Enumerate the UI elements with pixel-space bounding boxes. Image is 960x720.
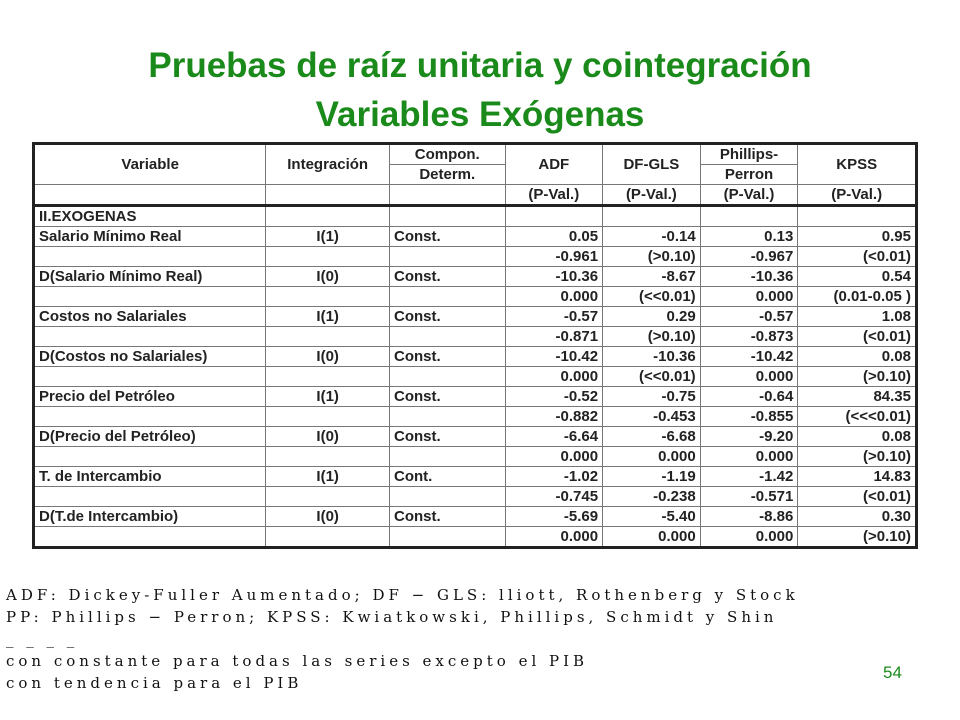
pval-header-row: [34, 185, 917, 206]
dfgls-stat-cell: -0.75: [603, 387, 701, 407]
header-row: [34, 144, 917, 165]
adf-pval-cell: -0.961: [505, 247, 603, 267]
kpss-pval-cell: (<<<0.01): [798, 407, 917, 427]
adf-stat-cell: -0.57: [505, 307, 603, 327]
table-body: [34, 144, 917, 548]
footnote-pp: PP: Phillips − Perron; KPSS: Kwiatkowski, Phillips, Schmidt y Shin: [6, 608, 778, 626]
section-empty-cell: [266, 206, 390, 227]
variable-cell: Costos no Salariales: [34, 307, 266, 327]
dfgls-pval-cell: (<<0.01): [603, 287, 701, 307]
component-cell: Const.: [389, 387, 505, 407]
footnote-constante: con constante para todas las series excepto el PIB: [6, 652, 589, 670]
kpss-stat-cell: 0.08: [798, 347, 917, 367]
header-compon: Compon.: [389, 144, 505, 165]
empty-cell: [266, 487, 390, 507]
empty-cell: [34, 487, 266, 507]
kpss-pval-cell: (0.01-0.05 ): [798, 287, 917, 307]
footnote-divider: _ _ _ _: [6, 630, 79, 648]
page-number: 54: [883, 663, 902, 682]
variable-cell: T. de Intercambio: [34, 467, 266, 487]
section-row: [34, 206, 917, 227]
kpss-pval-cell: (>0.10): [798, 447, 917, 467]
pp-pval-cell: 0.000: [700, 287, 798, 307]
table-row-pvalues: [34, 527, 917, 548]
pp-stat-cell: -8.86: [700, 507, 798, 527]
adf-pval-cell: 0.000: [505, 367, 603, 387]
section-empty-cell: [798, 206, 917, 227]
adf-stat-cell: -10.42: [505, 347, 603, 367]
table-row: [34, 227, 917, 247]
pval-empty-cell: [266, 185, 390, 206]
table-row-pvalues: [34, 367, 917, 387]
kpss-stat-cell: 0.95: [798, 227, 917, 247]
component-cell: Cont.: [389, 467, 505, 487]
section-empty-cell: [700, 206, 798, 227]
adf-stat-cell: -5.69: [505, 507, 603, 527]
pval-empty-cell: [34, 185, 266, 206]
table-row-pvalues: [34, 487, 917, 507]
empty-cell: [266, 367, 390, 387]
section-empty-cell: [505, 206, 603, 227]
table-row-pvalues: [34, 287, 917, 307]
unit-root-table-container: [32, 142, 920, 572]
empty-cell: [34, 247, 266, 267]
table-row-pvalues: [34, 447, 917, 467]
empty-cell: [266, 287, 390, 307]
section-empty-cell: [603, 206, 701, 227]
pval-header-pp: (P-Val.): [700, 185, 798, 206]
table-row: [34, 467, 917, 487]
pp-stat-cell: -10.42: [700, 347, 798, 367]
variable-cell: D(Salario Mínimo Real): [34, 267, 266, 287]
empty-cell: [389, 447, 505, 467]
kpss-stat-cell: 0.08: [798, 427, 917, 447]
pp-stat-cell: -0.64: [700, 387, 798, 407]
variable-cell: D(T.de Intercambio): [34, 507, 266, 527]
table-row: [34, 387, 917, 407]
pval-header-kpss: (P-Val.): [798, 185, 917, 206]
integration-cell: I(1): [266, 467, 390, 487]
integration-cell: I(0): [266, 427, 390, 447]
adf-stat-cell: -6.64: [505, 427, 603, 447]
table-row-pvalues: [34, 247, 917, 267]
adf-pval-cell: 0.000: [505, 287, 603, 307]
variable-cell: Salario Mínimo Real: [34, 227, 266, 247]
pval-empty-cell: [389, 185, 505, 206]
header-phillips: Phillips-: [700, 144, 798, 165]
pp-pval-cell: 0.000: [700, 367, 798, 387]
table-row: [34, 507, 917, 527]
empty-cell: [34, 447, 266, 467]
integration-cell: I(1): [266, 387, 390, 407]
dfgls-stat-cell: -0.14: [603, 227, 701, 247]
adf-stat-cell: -10.36: [505, 267, 603, 287]
adf-stat-cell: -0.52: [505, 387, 603, 407]
empty-cell: [389, 487, 505, 507]
table-row-pvalues: [34, 407, 917, 427]
empty-cell: [389, 287, 505, 307]
dfgls-pval-cell: 0.000: [603, 447, 701, 467]
integration-cell: I(0): [266, 507, 390, 527]
table-row: [34, 307, 917, 327]
dfgls-stat-cell: -1.19: [603, 467, 701, 487]
header-dfgls: DF-GLS: [603, 144, 701, 185]
section-empty-cell: [389, 206, 505, 227]
table-row: [34, 347, 917, 367]
adf-pval-cell: 0.000: [505, 527, 603, 548]
adf-pval-cell: -0.745: [505, 487, 603, 507]
kpss-stat-cell: 0.54: [798, 267, 917, 287]
pp-pval-cell: -0.571: [700, 487, 798, 507]
adf-stat-cell: -1.02: [505, 467, 603, 487]
empty-cell: [266, 407, 390, 427]
kpss-pval-cell: (>0.10): [798, 527, 917, 548]
empty-cell: [266, 327, 390, 347]
slide-title-line-2: Variables Exógenas: [315, 95, 645, 134]
pp-stat-cell: -10.36: [700, 267, 798, 287]
kpss-stat-cell: 84.35: [798, 387, 917, 407]
dfgls-stat-cell: -6.68: [603, 427, 701, 447]
dfgls-pval-cell: (>0.10): [603, 327, 701, 347]
adf-pval-cell: -0.871: [505, 327, 603, 347]
adf-pval-cell: 0.000: [505, 447, 603, 467]
dfgls-pval-cell: 0.000: [603, 527, 701, 548]
empty-cell: [389, 327, 505, 347]
empty-cell: [266, 447, 390, 467]
pp-stat-cell: -1.42: [700, 467, 798, 487]
component-cell: Const.: [389, 267, 505, 287]
empty-cell: [34, 407, 266, 427]
header-variable: Variable: [34, 144, 266, 185]
header-kpss: KPSS: [798, 144, 917, 185]
integration-cell: I(0): [266, 267, 390, 287]
slide-title-line-1: Pruebas de raíz unitaria y cointegración: [148, 46, 812, 85]
pp-pval-cell: 0.000: [700, 447, 798, 467]
dfgls-stat-cell: -10.36: [603, 347, 701, 367]
empty-cell: [266, 247, 390, 267]
kpss-pval-cell: (<0.01): [798, 487, 917, 507]
pp-pval-cell: 0.000: [700, 527, 798, 548]
kpss-pval-cell: (<0.01): [798, 247, 917, 267]
integration-cell: I(0): [266, 347, 390, 367]
empty-cell: [34, 327, 266, 347]
kpss-stat-cell: 0.30: [798, 507, 917, 527]
kpss-stat-cell: 14.83: [798, 467, 917, 487]
pp-stat-cell: -9.20: [700, 427, 798, 447]
kpss-pval-cell: (>0.10): [798, 367, 917, 387]
pval-header-adf: (P-Val.): [505, 185, 603, 206]
pp-pval-cell: -0.873: [700, 327, 798, 347]
header-adf: ADF: [505, 144, 603, 185]
section-label: II.EXOGENAS: [34, 206, 266, 227]
header-determ: Determ.: [389, 165, 505, 185]
dfgls-stat-cell: 0.29: [603, 307, 701, 327]
table-row-pvalues: [34, 327, 917, 347]
kpss-pval-cell: (<0.01): [798, 327, 917, 347]
kpss-stat-cell: 1.08: [798, 307, 917, 327]
empty-cell: [34, 287, 266, 307]
footnote-tendencia: con tendencia para el PIB: [6, 674, 303, 692]
table-row: [34, 427, 917, 447]
integration-cell: I(1): [266, 307, 390, 327]
unit-root-table: [32, 142, 918, 549]
footnotes: [6, 584, 906, 694]
component-cell: Const.: [389, 227, 505, 247]
adf-stat-cell: 0.05: [505, 227, 603, 247]
component-cell: Const.: [389, 307, 505, 327]
component-cell: Const.: [389, 347, 505, 367]
empty-cell: [34, 367, 266, 387]
empty-cell: [389, 247, 505, 267]
component-cell: Const.: [389, 507, 505, 527]
footnote-adf: ADF: Dickey-Fuller Aumentado; DF − GLS: lliott, Rothenberg y Stock: [6, 586, 799, 604]
pp-stat-cell: 0.13: [700, 227, 798, 247]
empty-cell: [34, 527, 266, 548]
empty-cell: [389, 407, 505, 427]
component-cell: Const.: [389, 427, 505, 447]
dfgls-pval-cell: -0.238: [603, 487, 701, 507]
variable-cell: D(Precio del Petróleo): [34, 427, 266, 447]
header-perron: Perron: [700, 165, 798, 185]
dfgls-pval-cell: -0.453: [603, 407, 701, 427]
empty-cell: [389, 367, 505, 387]
pval-header-dfgls: (P-Val.): [603, 185, 701, 206]
dfgls-stat-cell: -8.67: [603, 267, 701, 287]
variable-cell: D(Costos no Salariales): [34, 347, 266, 367]
dfgls-pval-cell: (>0.10): [603, 247, 701, 267]
empty-cell: [389, 527, 505, 548]
adf-pval-cell: -0.882: [505, 407, 603, 427]
dfgls-stat-cell: -5.40: [603, 507, 701, 527]
dfgls-pval-cell: (<<0.01): [603, 367, 701, 387]
integration-cell: I(1): [266, 227, 390, 247]
pp-pval-cell: -0.855: [700, 407, 798, 427]
empty-cell: [266, 527, 390, 548]
header-integracion: Integración: [266, 144, 390, 185]
variable-cell: Precio del Petróleo: [34, 387, 266, 407]
pp-pval-cell: -0.967: [700, 247, 798, 267]
pp-stat-cell: -0.57: [700, 307, 798, 327]
table-row: [34, 267, 917, 287]
